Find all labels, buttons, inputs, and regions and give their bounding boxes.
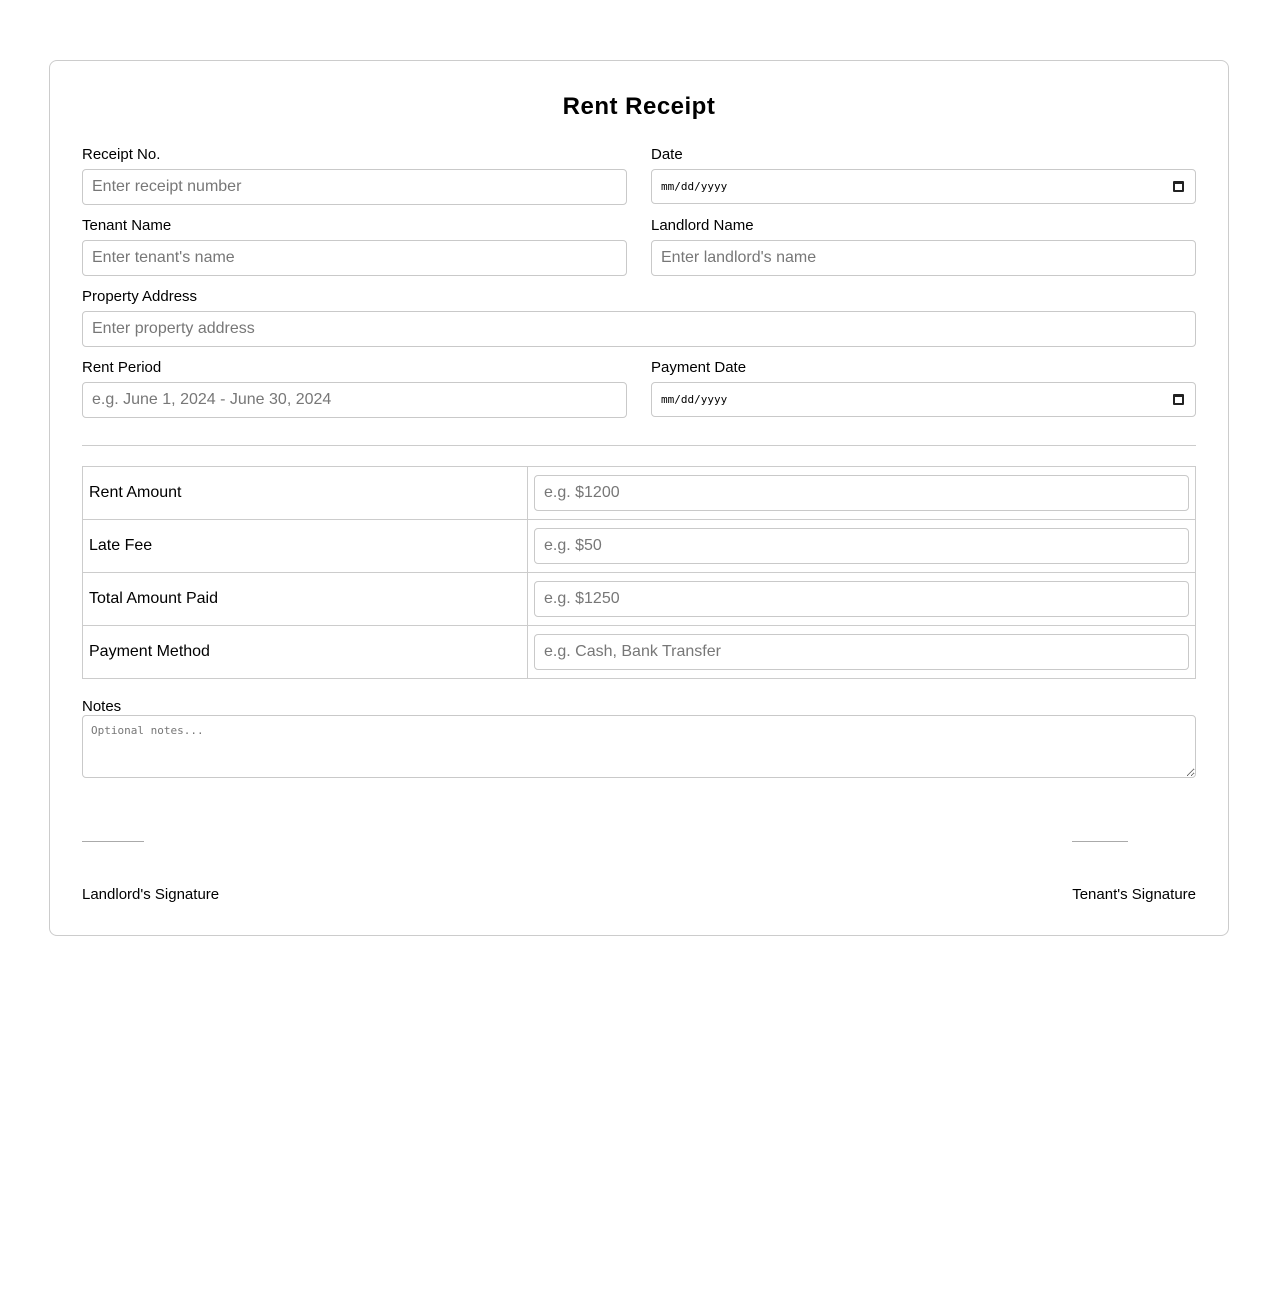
property-address-label: Property Address xyxy=(82,288,198,305)
row-tenant-landlord xyxy=(82,217,1196,276)
section-divider xyxy=(82,445,1196,446)
row-period-payment-date xyxy=(82,359,1196,418)
tenant-signature-label: Tenant's Signature xyxy=(1072,886,1196,903)
calendar-icon[interactable] xyxy=(1173,394,1184,405)
row-property-address xyxy=(82,288,1196,347)
rent-amount-label: Rent Amount xyxy=(83,467,528,520)
landlord-signature-block xyxy=(82,841,219,904)
landlord-name-input[interactable] xyxy=(651,240,1196,276)
table-row xyxy=(83,626,1196,679)
property-address-field-group xyxy=(82,288,1196,347)
rent-period-label: Rent Period xyxy=(82,359,162,376)
table-row xyxy=(83,467,1196,520)
tenant-name-input[interactable] xyxy=(82,240,627,276)
tenant-name-field-group xyxy=(82,217,627,276)
total-amount-paid-cell xyxy=(528,573,1196,626)
date-field-group xyxy=(651,146,1196,205)
amounts-table xyxy=(82,466,1196,679)
total-amount-paid-label: Total Amount Paid xyxy=(83,573,528,626)
tenant-signature-line xyxy=(1072,841,1128,842)
page-title: Rent Receipt xyxy=(562,93,716,120)
rent-period-input[interactable] xyxy=(82,382,627,418)
payment-date-input[interactable] xyxy=(651,382,1196,417)
notes-textarea[interactable] xyxy=(82,715,1196,778)
date-input[interactable] xyxy=(651,169,1196,204)
late-fee-input[interactable] xyxy=(534,528,1189,564)
payment-method-input[interactable] xyxy=(534,634,1189,670)
rent-period-field-group xyxy=(82,359,627,418)
landlord-name-field-group xyxy=(651,217,1196,276)
payment-date-input-value: mm/dd/yyyy xyxy=(661,393,728,406)
date-label: Date xyxy=(651,146,683,163)
property-address-input[interactable] xyxy=(82,311,1196,347)
landlord-name-label: Landlord Name xyxy=(651,217,754,234)
date-input-value: mm/dd/yyyy xyxy=(661,180,728,193)
notes-section xyxy=(82,698,1196,778)
payment-date-label: Payment Date xyxy=(651,359,747,376)
receipt-no-field-group xyxy=(82,146,627,205)
row-receipt-date xyxy=(82,146,1196,205)
landlord-signature-line xyxy=(82,841,144,842)
notes-label: Notes xyxy=(82,698,122,715)
table-row xyxy=(83,573,1196,626)
payment-date-field-group xyxy=(651,359,1196,418)
payment-method-cell xyxy=(528,626,1196,679)
late-fee-label: Late Fee xyxy=(83,520,528,573)
rent-amount-cell xyxy=(528,467,1196,520)
receipt-no-input[interactable] xyxy=(82,169,627,205)
rent-receipt-card xyxy=(49,60,1229,936)
calendar-icon[interactable] xyxy=(1173,181,1184,192)
total-amount-paid-input[interactable] xyxy=(534,581,1189,617)
tenant-name-label: Tenant Name xyxy=(82,217,172,234)
late-fee-cell xyxy=(528,520,1196,573)
payment-method-label: Payment Method xyxy=(83,626,528,679)
receipt-no-label: Receipt No. xyxy=(82,146,161,163)
tenant-signature-block xyxy=(1072,841,1196,904)
table-row xyxy=(83,520,1196,573)
landlord-signature-label: Landlord's Signature xyxy=(82,886,220,903)
rent-amount-input[interactable] xyxy=(534,475,1189,511)
